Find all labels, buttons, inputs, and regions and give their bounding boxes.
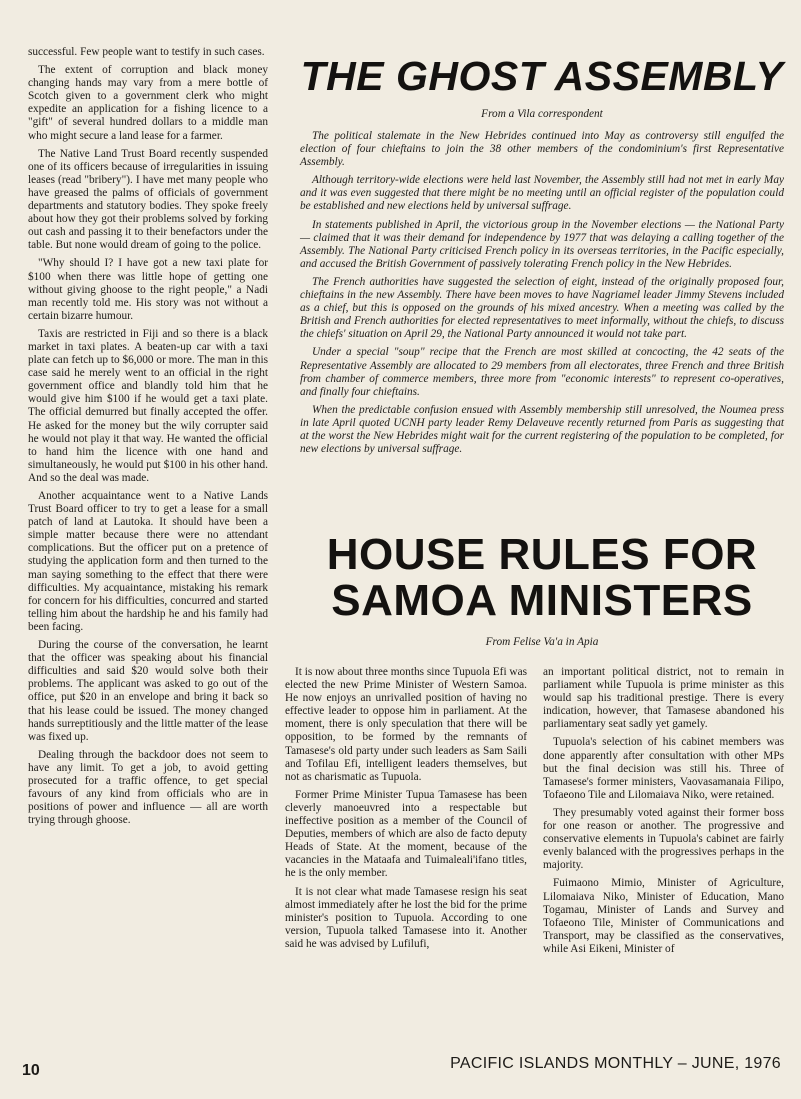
- headline-line: SAMOA MINISTERS: [331, 576, 753, 625]
- left-column-article: [28, 46, 268, 827]
- body-paragraph: It is not clear what made Tamasese resign his seat almost immediately after he lost the bid for the prime minister's position to Tupuola. According to one version, Tupuola talked Tamasese into it. Another said he was advised by Lufilufi,: [285, 885, 527, 950]
- body-paragraph: The political stalemate in the New Hebrides continued into May as controversy still engulfed the election of four chieftains to join the 38 other members of the condominium's first Representative Assembly.: [300, 130, 784, 169]
- body-paragraph: Another acquaintance went to a Native Lands Trust Board officer to try to get a lease for a small patch of land at Lautoka. It should have been a simple matter because there were no attendant complications. But the officer put on a pretence of studying the application form and then turned to the man saying something to the effect that there were difficulties. My acquaintance, mistaking his remark for concern for his difficulties, concurred and started telling him about the hardship he and his family had been facing.: [28, 490, 268, 633]
- samoa-article-column-2: [543, 666, 784, 956]
- body-paragraph: They presumably voted against their former boss for one reason or another. The progressive and conservative elements in Tupuola's cabinet are fairly evenly balanced with the progressives perhaps in the majority.: [543, 806, 784, 872]
- body-paragraph: The extent of corruption and black money changing hands may vary from a mere bottle of Scotch given to a government clerk who might expedite an application for a fishing licence to a "gift" of several hundred dollars to a middle man who might secure a land lease for a farmer.: [28, 64, 268, 142]
- article-byline: From Felise Va'a in Apia: [485, 636, 599, 648]
- samoa-article-header: [300, 532, 784, 658]
- body-paragraph: Dealing through the backdoor does not seem to have any limit. To get a job, to avoid getting prosecuted for a traffic offence, to get special favours of any kind from officials who are in positions of power and influence — all are worth trying through ghoose.: [28, 748, 268, 827]
- body-paragraph: The Native Land Trust Board recently suspended one of its officers because of irregularities in issuing leases (read "bribery"). I have met many people who have greased the palms of officials of government departments and statutory bodies. They spoke freely about how they got their problems solved by forking out cash and passing it to their benefactors under the table. But none would dream of going to the police.: [28, 147, 268, 252]
- page-number: 10: [22, 1062, 40, 1079]
- body-paragraph: Taxis are restricted in Fiji and so there is a black market in taxi plates. A beaten-up car with a taxi plate can fetch up to $6,000 or more. The man in this case said he merely went to an official in the right government office and blandly told him that he would give him $100 if he would get a taxi plate. The official demurred but finally accepted the offer. He asked for the money but the wily corrupter said he would not play it that way. He wanted the official to hand him the licence with one hand and simultaneously, he would put $100 in his other hand. And so the deal was made.: [28, 327, 268, 484]
- body-paragraph: "Why should I? I have got a new taxi plate for $100 when there was little hope of getting one without giving ghoose to the right people," a Nadi man recently told me. His story was not without a certain bizarre humour.: [28, 257, 268, 322]
- body-paragraph: Former Prime Minister Tupua Tamasese has been cleverly manoeuvred into a respectable but ineffective position as a member of the Council of Deputies, members of which are also de facto deputy Heads of State. At the moment, because of the vacancies in the Mataafa and Tuimaleali'ifano titles, he is the only member.: [285, 788, 527, 880]
- body-paragraph: Although territory-wide elections were held last November, the Assembly still had not met in early May and it was even suggested that there might be no meeting until an official register of the population could be established and new elections held by universal suffrage.: [300, 174, 784, 213]
- article-headline: THE GHOST ASSEMBLY: [300, 53, 784, 99]
- page-footer: [0, 1050, 801, 1090]
- ghost-assembly-article: [300, 52, 784, 456]
- body-paragraph: Tupuola's selection of his cabinet members was done apparently after consultation with other MPs but the final decision was still his. Three of Tamasese's former ministers, Vaovasamanaia Filipo, Tofaeono Tile and Lilomaiava Niko, were retained.: [543, 736, 784, 801]
- body-paragraph: successful. Few people want to testify in such cases.: [28, 46, 265, 58]
- publication-masthead: PACIFIC ISLANDS MONTHLY – JUNE, 1976: [450, 1055, 781, 1072]
- body-paragraph: During the course of the conversation, he learnt that the officer was speaking about his financial difficulties and said $20 would solve both their problems. The applicant was asked to go out of the office, put $20 in an envelope and bring it back so that his lease could be issued. The money changed hands surreptitiously and the little matter of the lease was fixed up.: [28, 639, 268, 743]
- body-paragraph: It is now about three months since Tupuola Efi was elected the new Prime Minister of Western Samoa. He now enjoys an unrivalled position of having no effective leader to oppose him in parliament. At the moment, there is only speculation that there will be opposition, to be formed by the remnants of Tamasese's old party under such leaders as Sam Saili and Tofilau Efi, intelligent leaders themselves, but not as charismatic as Tupuola.: [285, 666, 527, 783]
- body-paragraph: In statements published in April, the victorious group in the November elections — the National Party — claimed that it was their demand for independence by 1977 that was delaying a calling together of the Assembly. The National Party criticised French policy in its overseas territories, in the Pacific especially, and accused the British Government of passively tolerating French policy in the New Hebrides.: [300, 218, 784, 270]
- body-paragraph: When the predictable confusion ensued with Assembly membership still unresolved, the Noumea press in late April quoted UCNH party leader Remy Delaveuve recently returned from Paris as suggesting that at the worst the New Hebrides might wait for the current registering of the population to be completed, for new elections by universal suffrage.: [300, 403, 784, 456]
- body-paragraph: Fuimaono Mimio, Minister of Agriculture, Lilomaiava Niko, Minister of Education, Mano Togamau, Minister of Lands and Survey and Tofaeono Tile, Minister of Communications and Transport, may be classified as the conservatives, while Asi Eikeni, Minister of: [543, 877, 784, 955]
- article-headline: [300, 532, 784, 624]
- body-paragraph: an important political district, not to remain in parliament while Tupuola is prime minister as this would sap his traditional prestige. There is every indication, however, that Tamasese abandoned his parliamentary seat sadly yet gamely.: [543, 666, 784, 731]
- headline-line: HOUSE RULES FOR: [326, 530, 758, 579]
- samoa-article-column-1: [285, 666, 527, 951]
- body-paragraph: Under a special "soup" recipe that the French are most skilled at concocting, the 42 seats of the Representative Assembly are allocated to 29 members from all electorates, three French and three British from chamber of commerce members, three more from "economic interests" to represent co-operatives, and finally four chieftains.: [300, 346, 784, 398]
- body-paragraph: The French authorities have suggested the selection of eight, instead of the originally proposed four, chieftains in the new Assembly. There have been moves to have Nagriamel leader Jimmy Stevens included as a chief, but this is opposed on the grounds of his mixed ancestry. When a meeting was called by the British and French authorities for elected representatives to meet informally, without the chiefs, to discuss the chiefs' situation on April 29, the National Party announced it would not take part.: [300, 275, 784, 341]
- article-byline: From a Vila correspondent: [481, 108, 603, 120]
